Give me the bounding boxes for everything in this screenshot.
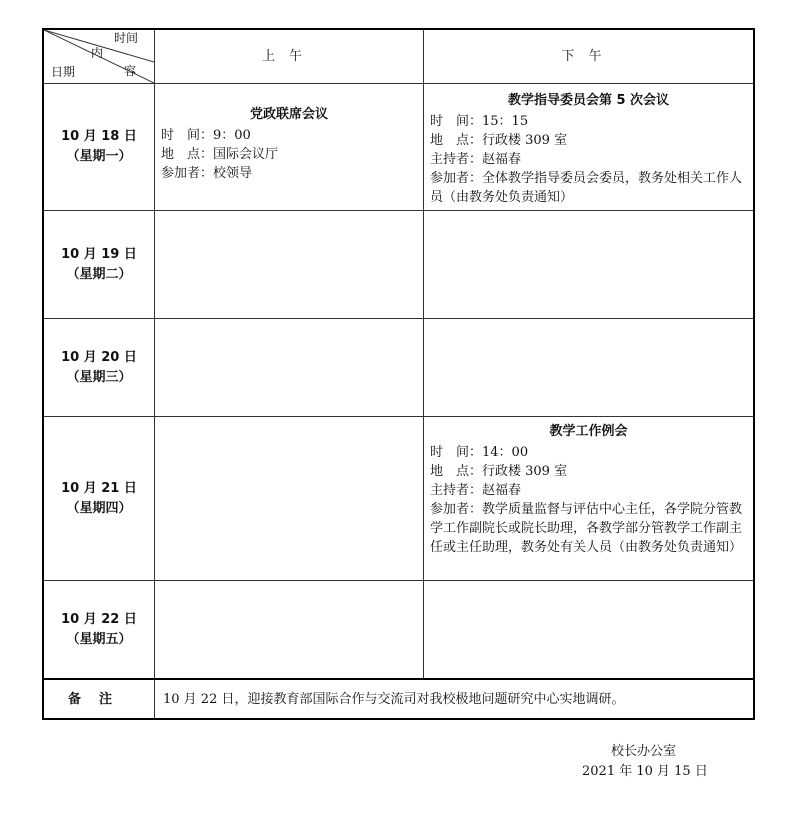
date-cell-oct21 [44,417,154,580]
meeting-time: 时 间：15：15 [430,114,529,129]
meeting-location: 地 点：行政楼 309 室 [430,464,568,479]
issue-date: 2021 年 10 月 15 日 [582,764,708,779]
remarks-label: 备注 [67,691,130,707]
remarks-text: 10 月 22 日，迎接教育部国际合作与交流司对我校极地问题研究中心实地调研。 [163,691,625,707]
corner-label-time: 时间 [114,31,139,45]
date-label: 10 月 18 日 [61,129,137,144]
meeting-time: 时 间：9：00 [161,128,251,143]
weekday-label: （星期一） [66,149,132,164]
meeting-location: 地 点：国际会议厅 [161,147,279,162]
meeting-host: 主持者：赵福春 [430,152,522,167]
weekday-label: （星期五） [66,631,132,647]
issuing-office: 校长办公室 [611,744,677,759]
date-cell-oct18 [44,84,154,210]
date-label: 10 月 22 日 [61,611,137,627]
header-afternoon: 下午 [561,49,616,64]
meeting-title: 教学工作例会 [549,424,628,439]
weekday-label: （星期三） [66,369,132,385]
meeting-participants: 参加者：全体教学指导委员会委员，教务处相关工作人员（由教务处负责通知） [430,171,743,205]
date-label: 10 月 20 日 [61,349,137,365]
meeting-oct21-afternoon [424,419,753,557]
date-label: 10 月 21 日 [61,480,137,496]
corner-label-content: 内 [91,46,104,60]
schedule-table [42,28,755,720]
corner-label-date: 日期 [51,65,76,79]
date-cell-oct19 [44,211,154,318]
date-cell-oct20 [44,319,154,416]
meeting-participants: 参加者：教学质量监督与评估中心主任，各学院分管教学工作副院长或院长助理，各教学部分管教学工作副主任或主任助理，教务处有关人员（由教务处负责通知） [430,502,743,555]
meeting-location: 地 点：行政楼 309 室 [430,133,568,148]
meeting-oct18-afternoon [424,88,753,207]
meeting-title: 教学指导委员会第 5 次会议 [507,93,670,108]
corner-label-content-2: 容 [124,64,137,78]
header-morning: 上午 [261,49,316,64]
date-label: 10 月 19 日 [61,246,137,262]
date-cell-oct22 [44,581,154,678]
meeting-title: 党政联席会议 [249,107,328,122]
weekday-label: （星期二） [66,266,132,282]
meeting-oct18-morning [155,102,423,183]
meeting-participants: 参加者：校领导 [161,166,253,181]
meeting-host: 主持者：赵福春 [430,483,522,498]
weekday-label: （星期四） [66,500,132,516]
meeting-time: 时 间：14：00 [430,445,529,460]
